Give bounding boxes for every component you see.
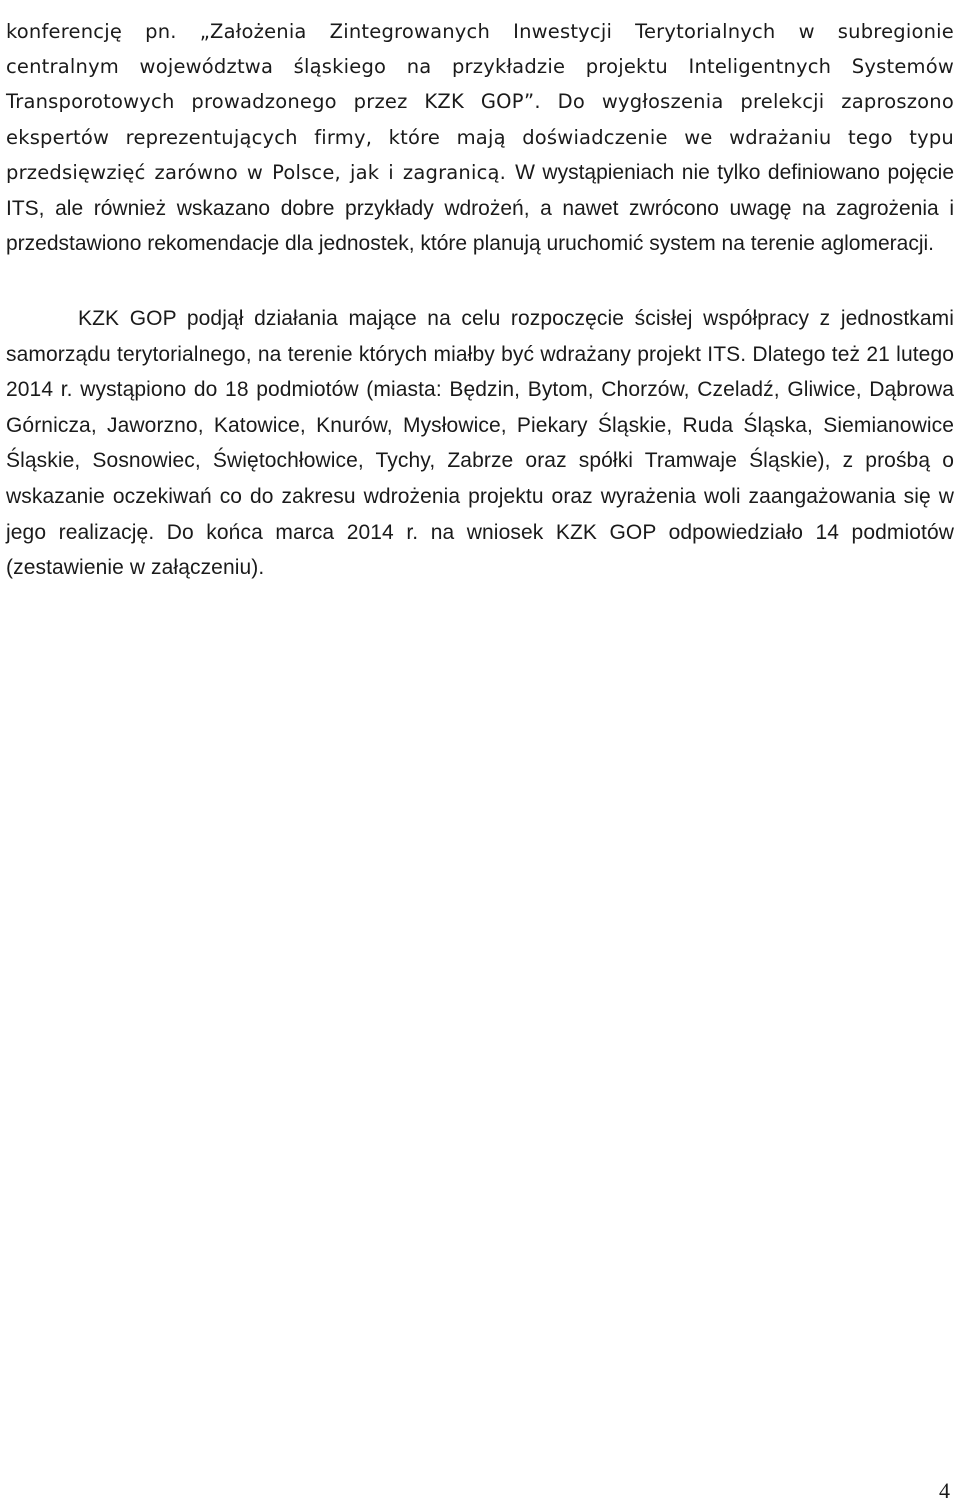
paragraph-its-presentations: W wystąpieniach nie tylko definiowano pojęcie ITS, ale również wskazano dobre przykłady wdrożeń, a nawet zwrócono uwagę na zagrożenia i przedstawiono rekomendacje dla jednostek, które planują uruchomić system na terenie aglomeracji. [6, 161, 954, 255]
paragraph-cooperation: KZK GOP podjął działania mające na celu rozpoczęcie ścisłej współpracy z jednostkami samorządu terytorialnego, na terenie których miałby być wdrażany projekt ITS. Dlatego też 21 lutego 2014 r. wystąpiono do 18 podmiotów (miasta: Będzin, Bytom, Chorzów, Czeladź, Gliwice, Dąbrowa Górnicza, Jaworzno, Katowice, Knurów, Mysłowice, Piekary Śląskie, Ruda Śląska, Siemianowice Śląskie, Sosnowiec, Świętochłowice, Tychy, Zabrze oraz spółki Tramwaje Śląskie), z prośbą o wskazanie oczekiwań co do zakresu wdrożenia projektu oraz wyrażenia woli zaangażowania się w jego realizację. Do końca marca 2014 r. na wniosek KZK GOP odpowiedziało 14 podmiotów (zestawienie w załączeniu). [6, 307, 954, 580]
paragraph-conference [6, 14, 954, 262]
paragraph-conference-text: konferencję pn. „Założenia Zintegrowanych Inwestycji Terytorialnych w subregionie centralnym województwa śląskiego na przykładzie projektu Inteligentnych Systemów Transporotowych prowadzonego przez KZK GOP”. Do wygłoszenia prelekcji zaproszono ekspertów reprezentujących firmy, które mają doświadczenie we wdrażaniu tego typu przedsięwzięć zarówno w Polsce, jak i zagranicą. [6, 19, 954, 185]
page-number: 4 [939, 1478, 950, 1503]
